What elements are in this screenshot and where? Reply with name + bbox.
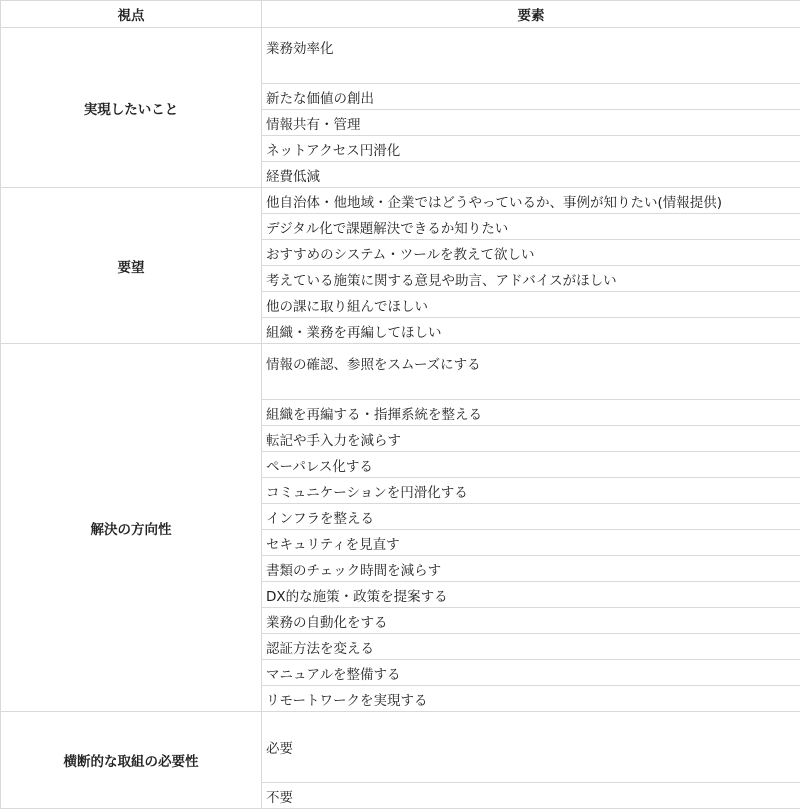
element-cell: おすすめのシステム・ツールを教えて欲しい	[262, 240, 800, 266]
element-cell: ペーパレス化する	[262, 452, 800, 478]
category-cell: 実現したいこと	[1, 28, 262, 188]
element-cell: 業務効率化	[262, 28, 800, 84]
element-cell: インフラを整える	[262, 504, 800, 530]
header-viewpoint: 視点	[1, 1, 262, 28]
element-cell: 認証方法を変える	[262, 634, 800, 660]
element-cell: マニュアルを整備する	[262, 660, 800, 686]
element-cell: 不要	[262, 783, 800, 809]
element-cell: セキュリティを見直す	[262, 530, 800, 556]
header-row	[1, 1, 800, 28]
table-row	[1, 712, 800, 783]
element-cell: コミュニケーションを円滑化する	[262, 478, 800, 504]
table-row	[1, 344, 800, 400]
element-cell: 新たな価値の創出	[262, 84, 800, 110]
element-cell: 転記や手入力を減らす	[262, 426, 800, 452]
element-cell: リモートワークを実現する	[262, 686, 800, 712]
category-cell: 解決の方向性	[1, 344, 262, 712]
category-cell: 横断的な取組の必要性	[1, 712, 262, 809]
element-cell: 書類のチェック時間を減らす	[262, 556, 800, 582]
element-cell: 業務の自動化をする	[262, 608, 800, 634]
element-cell: 経費低減	[262, 162, 800, 188]
element-cell: DX的な施策・政策を提案する	[262, 582, 800, 608]
element-cell: 考えている施策に関する意見や助言、アドバイスがほしい	[262, 266, 800, 292]
element-cell: 情報の確認、参照をスムーズにする	[262, 344, 800, 400]
element-cell: 組織・業務を再編してほしい	[262, 318, 800, 344]
element-cell: 他の課に取り組んでほしい	[262, 292, 800, 318]
element-cell: 組織を再編する・指揮系統を整える	[262, 400, 800, 426]
element-cell: ネットアクセス円滑化	[262, 136, 800, 162]
element-cell: 情報共有・管理	[262, 110, 800, 136]
element-cell: デジタル化で課題解決できるか知りたい	[262, 214, 800, 240]
header-elements: 要素	[262, 1, 800, 28]
element-cell: 必要	[262, 712, 800, 783]
table-row	[1, 28, 800, 84]
category-cell: 要望	[1, 188, 262, 344]
element-cell: 他自治体・他地域・企業ではどうやっているか、事例が知りたい(情報提供)	[262, 188, 800, 214]
table-row	[1, 188, 800, 214]
